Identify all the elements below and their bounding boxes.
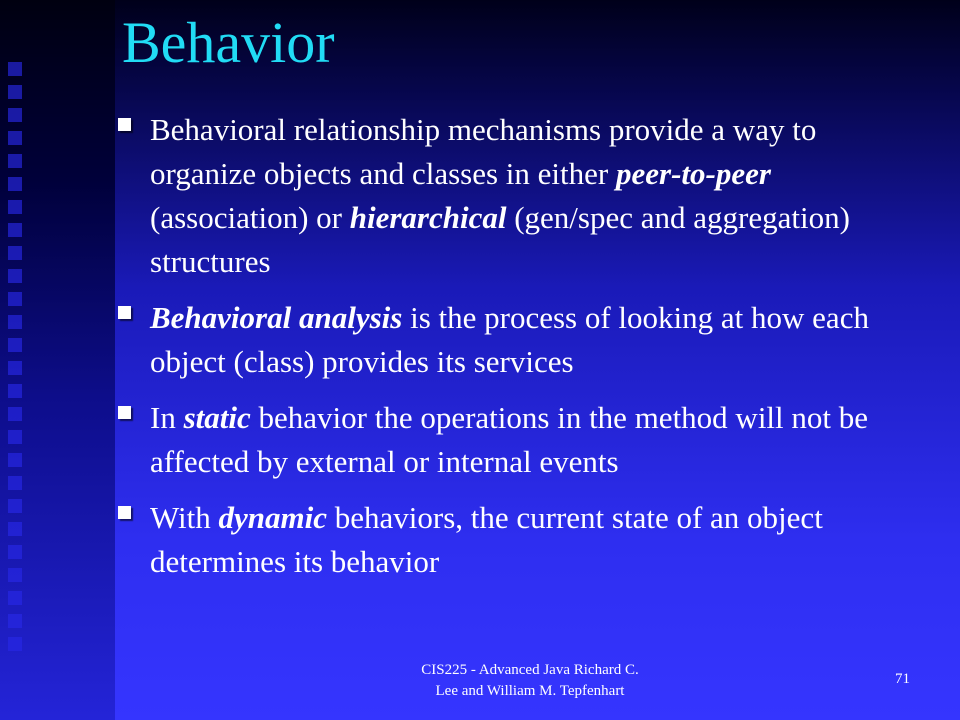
slide-footer	[370, 660, 690, 702]
decorative-square	[8, 62, 22, 76]
bullet-text: behaviors, the current state of an object determines its behavior	[150, 500, 823, 579]
decorative-square	[8, 453, 22, 467]
decorative-square	[8, 315, 22, 329]
decorative-square	[8, 637, 22, 651]
decorative-square	[8, 246, 22, 260]
footer-line-2: Lee and William M. Tepfenhart	[435, 683, 625, 699]
bullet-text: is the process of looking at how each object (class) provides its services	[150, 300, 869, 379]
bullet-list	[118, 108, 908, 596]
decorative-square	[8, 200, 22, 214]
bullet-item	[118, 396, 908, 484]
square-bullet-icon	[118, 406, 131, 419]
bullet-text: In	[150, 400, 184, 435]
decorative-square	[8, 476, 22, 490]
decorative-square	[8, 292, 22, 306]
decorative-square	[8, 223, 22, 237]
bullet-item	[118, 296, 908, 384]
decorative-square	[8, 499, 22, 513]
decorative-square	[8, 338, 22, 352]
square-bullet-icon	[118, 306, 131, 319]
decorative-square	[8, 384, 22, 398]
decorative-square	[8, 108, 22, 122]
decorative-square	[8, 591, 22, 605]
square-bullet-icon	[118, 118, 131, 131]
bullet-text: Behavioral relationship mechanisms provide a way to organize objects and classes in either	[150, 112, 817, 191]
decorative-square	[8, 545, 22, 559]
decorative-square	[8, 614, 22, 628]
decorative-square	[8, 269, 22, 283]
emphasized-term: hierarchical	[349, 200, 507, 235]
bullet-item	[118, 496, 908, 584]
decorative-square-column	[8, 62, 22, 651]
square-bullet-icon	[118, 506, 131, 519]
emphasized-term: Behavioral analysis	[150, 300, 403, 335]
decorative-square	[8, 154, 22, 168]
page-number: 71	[895, 671, 910, 687]
bullet-text: (gen/spec and aggregation) structures	[150, 200, 850, 279]
decorative-square	[8, 568, 22, 582]
footer-line-1: CIS225 - Advanced Java Richard C.	[421, 662, 639, 678]
decorative-square	[8, 407, 22, 421]
decorative-square	[8, 430, 22, 444]
decorative-square	[8, 131, 22, 145]
bullet-item	[118, 108, 908, 284]
bullet-text: behavior the operations in the method will not be affected by external or internal events	[150, 400, 869, 479]
slide-title: Behavior	[122, 10, 335, 75]
decorative-square	[8, 177, 22, 191]
emphasized-term: peer-to-peer	[615, 156, 771, 191]
emphasized-term: static	[183, 400, 251, 435]
left-decorative-band	[0, 0, 115, 720]
decorative-square	[8, 85, 22, 99]
decorative-square	[8, 361, 22, 375]
bullet-text: With	[150, 500, 219, 535]
emphasized-term: dynamic	[218, 500, 327, 535]
bullet-text: (association) or	[150, 200, 350, 235]
decorative-square	[8, 522, 22, 536]
